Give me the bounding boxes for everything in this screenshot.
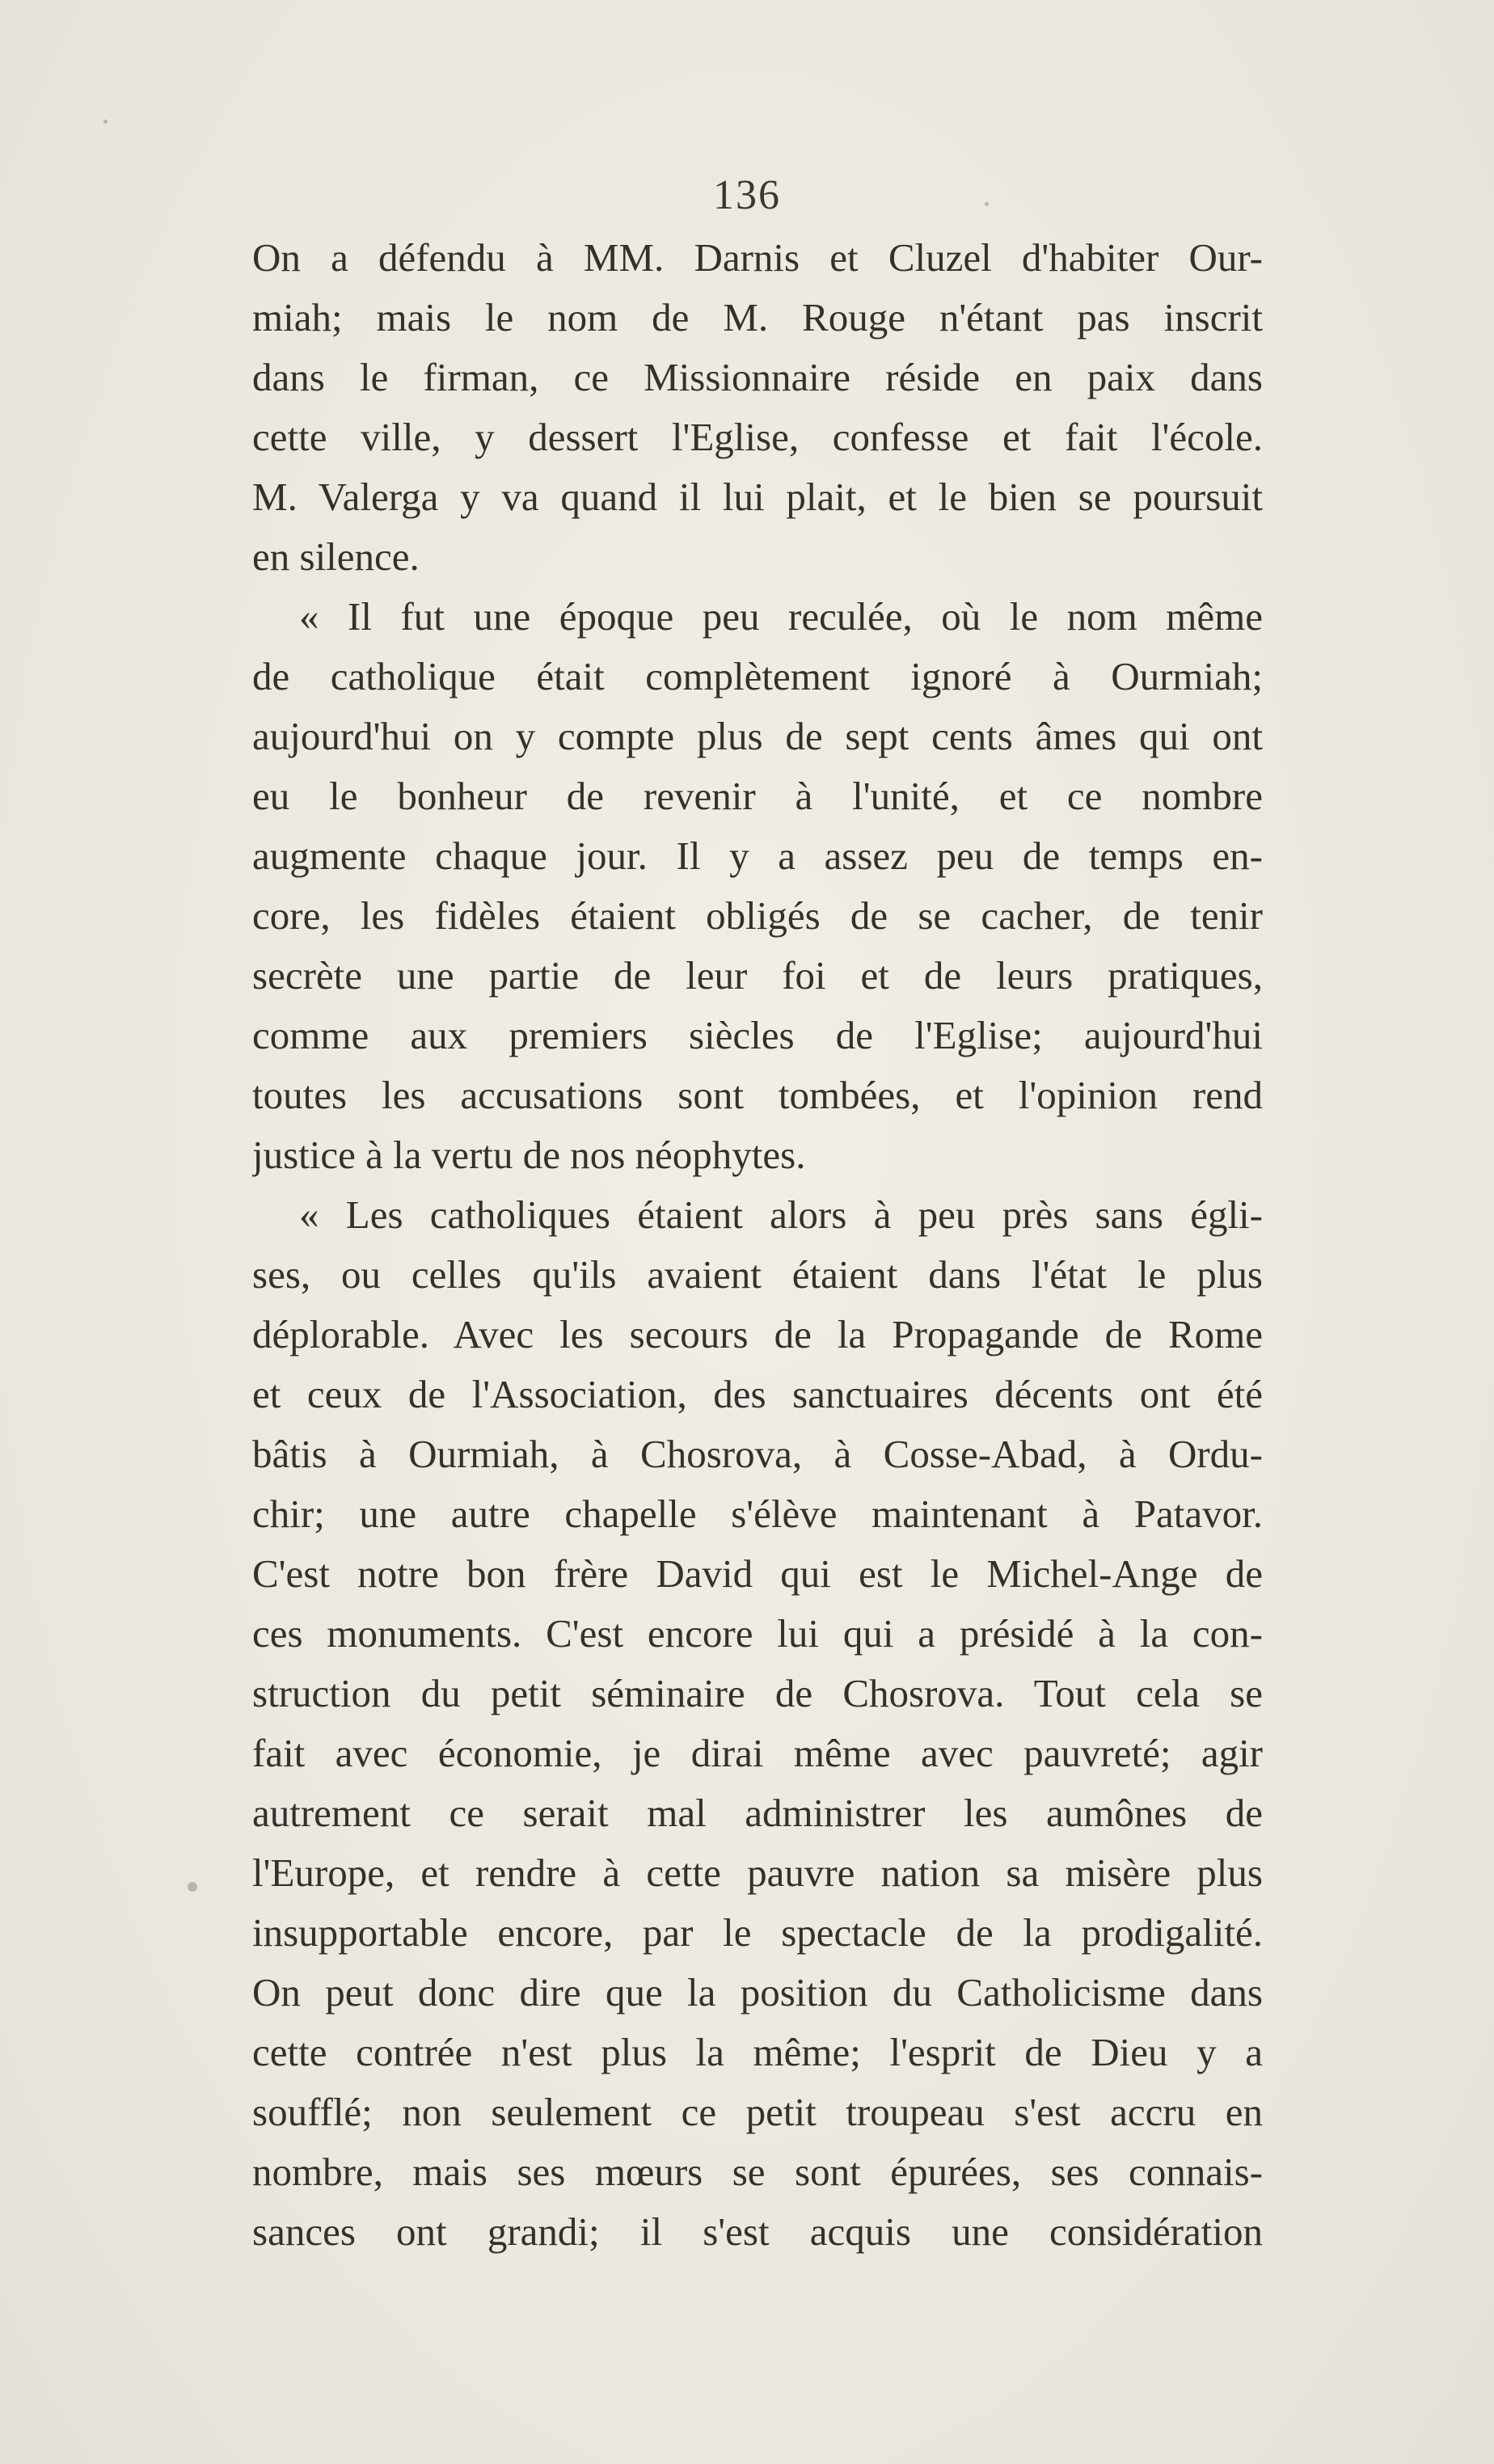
text-line: eu le bonheur de revenir à l'unité, et ce nombre <box>252 774 1263 818</box>
text-line: nombre, mais ses mœurs se sont épurées, ses connais- <box>252 2150 1263 2194</box>
paper-speck <box>188 1882 197 1892</box>
paragraph <box>252 587 1263 1185</box>
text-line: secrète une partie de leur foi et de leurs pratiques, <box>252 953 1263 998</box>
text-line: et ceux de l'Association, des sanctuaires décents ont été <box>252 1372 1263 1416</box>
text-line: ces monuments. C'est encore lui qui a présidé à la con- <box>252 1611 1263 1656</box>
text-line: On a défendu à MM. Darnis et Cluzel d'habiter Our- <box>252 235 1263 280</box>
text-line: bâtis à Ourmiah, à Chosrova, à Cosse-Abad, à Ordu- <box>252 1432 1263 1476</box>
text-line: core, les fidèles étaient obligés de se cacher, de tenir <box>252 893 1263 938</box>
text-line: cette ville, y dessert l'Eglise, confesse et fait l'école. <box>252 415 1263 459</box>
text-line: l'Europe, et rendre à cette pauvre nation sa misère plus <box>252 1850 1263 1895</box>
page-number: 136 <box>713 172 781 218</box>
paragraph <box>252 1185 1263 2262</box>
text-line: déplorable. Avec les secours de la Propagande de Rome <box>252 1312 1263 1356</box>
text-line: M. Valerga y va quand il lui plait, et le bien se poursuit <box>252 475 1263 519</box>
text-line: « Les catholiques étaient alors à peu près sans égli- <box>299 1192 1263 1237</box>
text-line: toutes les accusations sont tombées, et l'opinion rend <box>252 1073 1263 1117</box>
text-line: miah; mais le nom de M. Rouge n'étant pas inscrit <box>252 295 1263 340</box>
text-line: aujourd'hui on y compte plus de sept cents âmes qui ont <box>252 714 1263 758</box>
text-line: fait avec économie, je dirai même avec pauvreté; agir <box>252 1731 1263 1775</box>
text-line: justice à la vertu de nos néophytes. <box>252 1133 806 1177</box>
paper-speck <box>103 120 108 124</box>
text-line: C'est notre bon frère David qui est le Michel-Ange de <box>252 1551 1263 1596</box>
text-line: On peut donc dire que la position du Catholicisme dans <box>252 1970 1263 2015</box>
text-line: dans le firman, ce Missionnaire réside en paix dans <box>252 355 1263 399</box>
text-line: autrement ce serait mal administrer les aumônes de <box>252 1791 1263 1835</box>
text-line: « Il fut une époque peu reculée, où le nom même <box>299 594 1263 639</box>
text-line: en silence. <box>252 534 420 579</box>
text-line: comme aux premiers siècles de l'Eglise; aujourd'hui <box>252 1013 1263 1057</box>
text-line: insupportable encore, par le spectacle de la prodigalité. <box>252 1910 1263 1955</box>
text-line: de catholique était complètement ignoré à Ourmiah; <box>252 654 1263 698</box>
text-line: chir; une autre chapelle s'élève maintenant à Patavor. <box>252 1491 1263 1536</box>
text-line: struction du petit séminaire de Chosrova. Tout cela se <box>252 1671 1263 1715</box>
text-line: cette contrée n'est plus la même; l'esprit de Dieu y a <box>252 2030 1263 2074</box>
text-line: soufflé; non seulement ce petit troupeau s'est accru en <box>252 2090 1263 2134</box>
text-line: augmente chaque jour. Il y a assez peu de temps en- <box>252 833 1263 878</box>
paragraph <box>252 228 1263 587</box>
text-line: sances ont grandi; il s'est acquis une considération <box>252 2209 1263 2254</box>
body-text <box>252 228 1263 2262</box>
text-line: ses, ou celles qu'ils avaient étaient dans l'état le plus <box>252 1252 1263 1297</box>
